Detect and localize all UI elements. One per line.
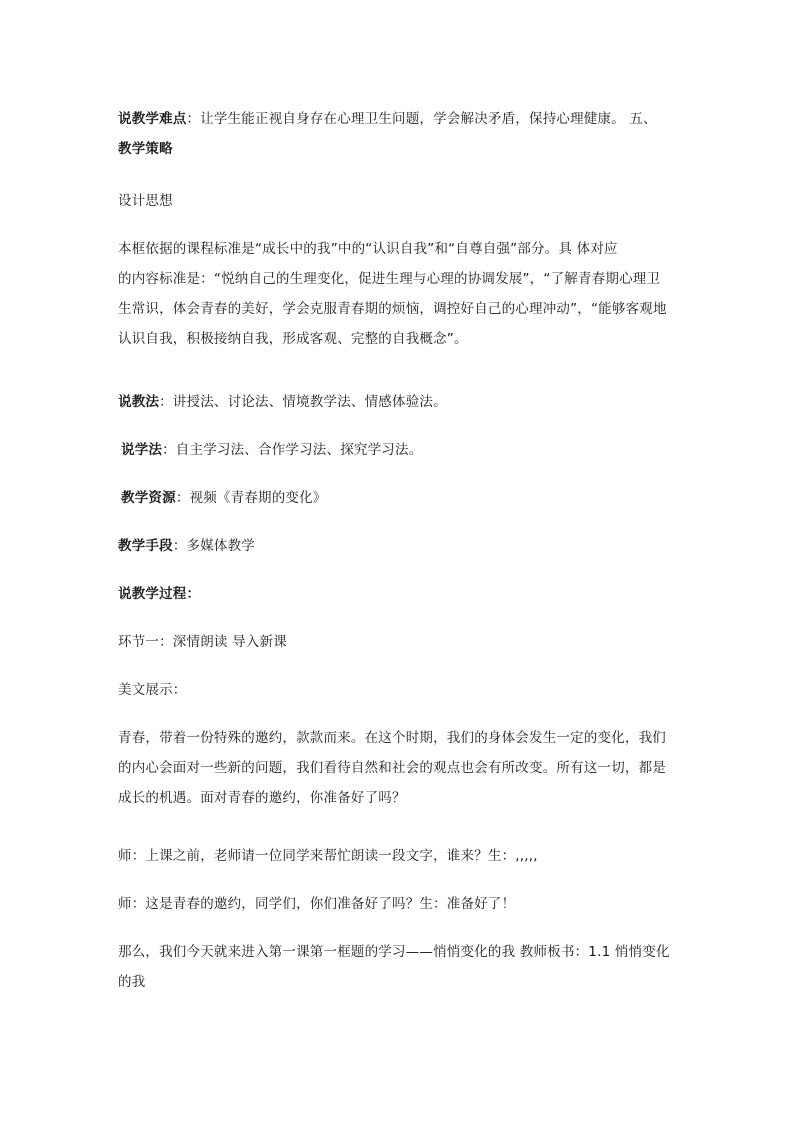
learning-method-text: ：自主学习法、合作学习法、探究学习法。	[162, 442, 423, 458]
teaching-method-paragraph	[118, 387, 678, 417]
resources-paragraph	[118, 483, 681, 513]
learning-method-paragraph	[118, 435, 681, 465]
board-writing-line: 那么，我们今天就来进入第一课第一框题的学习——悄悄变化的我 教师板书：1.1 悄悄变化	[118, 944, 670, 960]
essay-paragraph	[118, 723, 678, 813]
curriculum-line: 生常识，体会青春的美好，学会克服青春期的烦恼，调控好自己的心理冲动”，“能够客观地	[118, 301, 667, 317]
dialogue-line-2: 师：这是青春的邀约，同学们，你们准备好了吗？生：准备好了！	[118, 896, 516, 912]
step-one-heading: 环节一：深情朗读 导入新课	[118, 634, 287, 650]
essay-line: 的内心会面对一些新的问题，我们看待自然和社会的观点也会有所改变。所有这一切，都是	[118, 760, 666, 776]
curriculum-line: 的内容标准是：“悦纳自己的生理变化，促进生理与心理的协调发展”，“了解青春期心理卫	[118, 271, 661, 287]
teaching-method-label: 说教法	[118, 394, 160, 410]
difficulty-paragraph	[118, 104, 678, 164]
teaching-means-text: ：多媒体教学	[172, 538, 256, 554]
teaching-means-paragraph	[118, 531, 678, 561]
board-writing-line: 的我	[118, 974, 146, 990]
essay-display-heading: 美文展示：	[118, 682, 187, 698]
difficulty-text: ：让学生能正视自身存在心理卫生问题，学会解决矛盾，保持心理健康。 五、	[186, 111, 657, 127]
teaching-means-label: 教学手段	[118, 538, 173, 554]
board-writing-paragraph	[118, 937, 678, 997]
strategy-heading: 教学策略	[118, 141, 173, 157]
teaching-method-text: ：讲授法、讨论法、情境教学法、情感体验法。	[159, 394, 447, 410]
curriculum-line: 认识自我，积极接纳自我，形成客观、完整的自我概念”。	[118, 331, 468, 347]
resources-label: 教学资源	[121, 490, 176, 506]
design-idea-heading: 设计思想	[118, 193, 173, 209]
process-heading: 说教学过程：	[118, 586, 201, 602]
curriculum-line: 本框依据的课程标准是“成长中的我”中的“认识自我”和“自尊自强”部分。具 体对应	[118, 241, 618, 257]
essay-line: 青春，带着一份特殊的邀约，款款而来。在这个时期，我们的身体会发生一定的变化，我们	[118, 730, 666, 746]
curriculum-paragraph	[118, 234, 678, 354]
learning-method-label: 说学法	[121, 442, 163, 458]
difficulty-label: 说教学难点	[118, 111, 187, 127]
dialogue-line-1: 师：上课之前，老师请一位同学来帮忙朗读一段文字，谁来？生：,,,,,	[118, 848, 538, 864]
resources-text: ：视频《青春期的变化》	[175, 490, 327, 506]
essay-line: 成长的机遇。面对青春的邀约，你准备好了吗？	[118, 790, 406, 806]
